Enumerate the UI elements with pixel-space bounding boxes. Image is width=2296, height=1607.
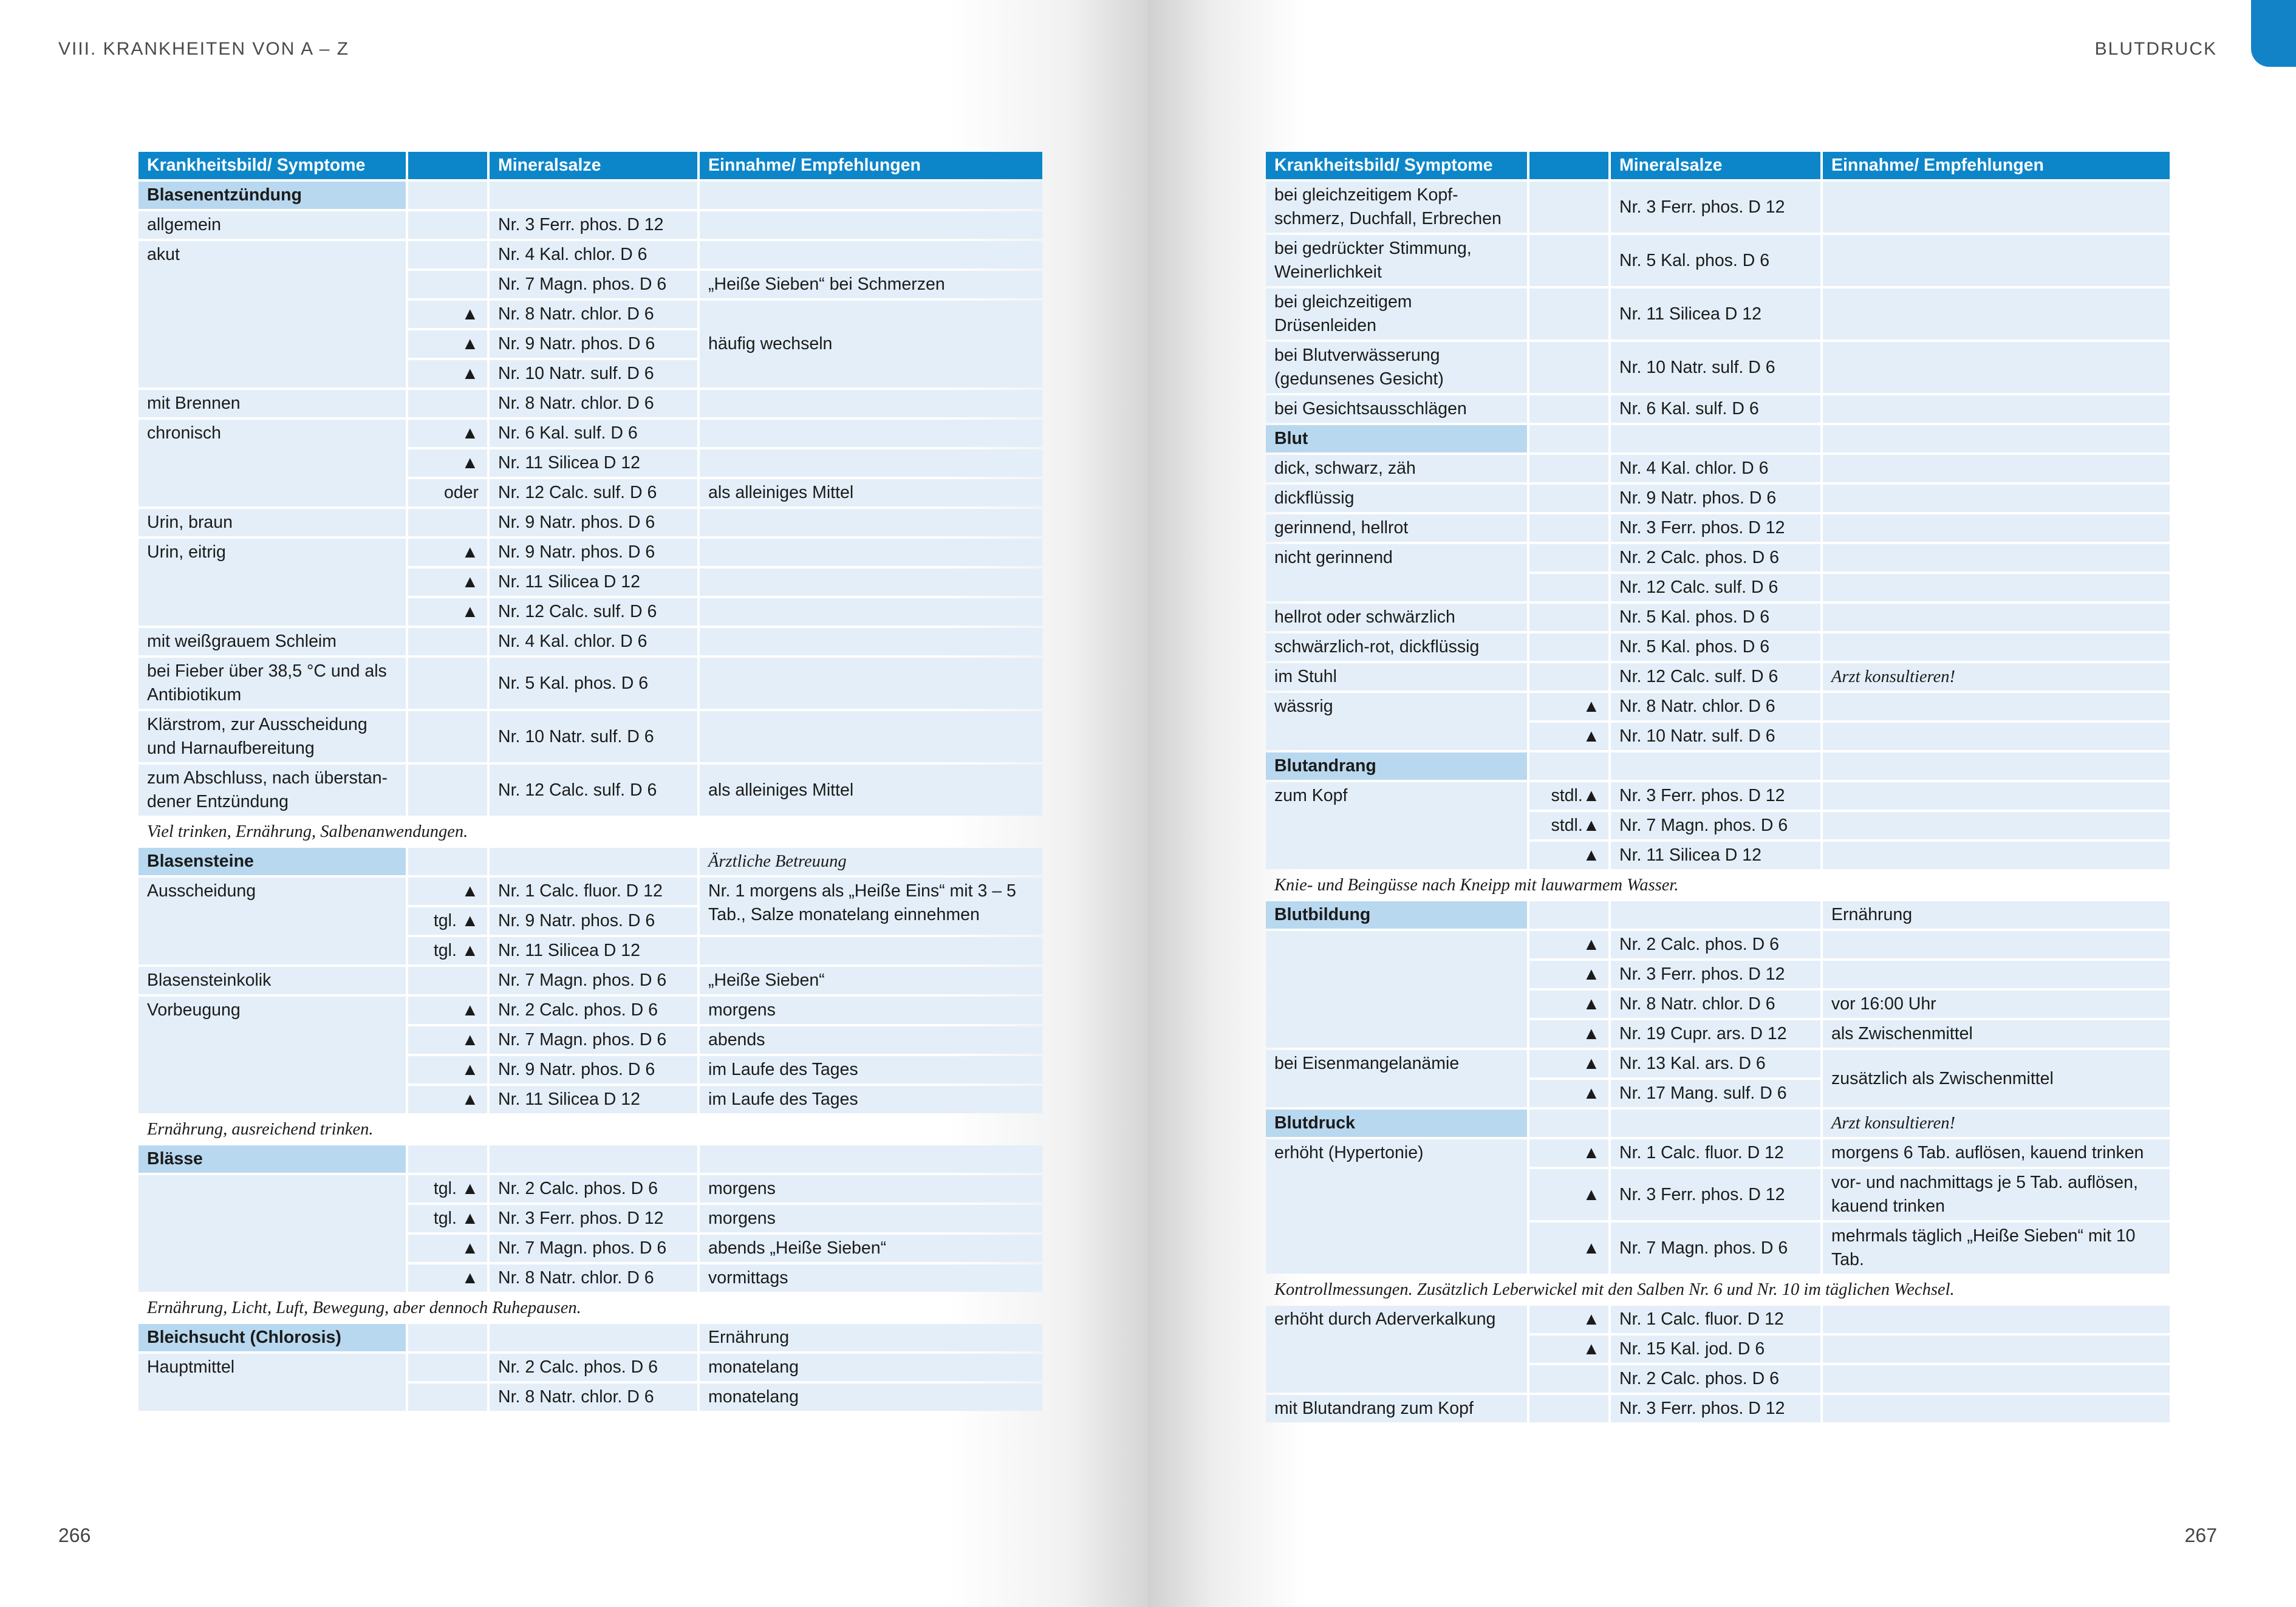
symptom-cell: Urin, eitrig xyxy=(138,539,406,626)
triangle-marker: ▲ xyxy=(408,568,487,596)
salt-cell: Nr. 3 Ferr. phos. D 12 xyxy=(1611,782,1820,810)
section-note: Viel trinken, Ernährung, Salbenanwendungen. xyxy=(147,822,468,841)
remedy-table xyxy=(136,149,1045,1413)
recommendation-cell: morgens xyxy=(700,1175,1042,1203)
remedy-table xyxy=(1263,149,2172,1425)
symptom-cell: Klärstrom, zur Ausscheidung und Harnaufbereitung xyxy=(138,711,406,762)
triangle-marker: ▲ xyxy=(408,449,487,477)
recommendation-cell: Arzt konsultieren! xyxy=(1823,1110,2170,1137)
triangle-marker: ▲ xyxy=(408,360,487,387)
salt-cell: Nr. 5 Kal. phos. D 6 xyxy=(1611,604,1820,631)
salt-cell: Nr. 2 Calc. phos. D 6 xyxy=(1611,544,1820,571)
salt-cell: Nr. 4 Kal. chlor. D 6 xyxy=(490,628,697,655)
table-row xyxy=(1266,604,2170,631)
header-minerals: Mineralsalze xyxy=(1611,152,1820,179)
salt-cell: Nr. 9 Natr. phos. D 6 xyxy=(1611,485,1820,512)
section-note: Kontrollmessungen. Zusätzlich Leberwickel mit den Salben Nr. 6 und Nr. 10 im täglichen Wechsel. xyxy=(1274,1280,1955,1299)
table-row xyxy=(1266,182,2170,233)
section-row xyxy=(138,1145,1042,1173)
header-minerals: Mineralsalze xyxy=(490,152,697,179)
recommendation-cell: Ärztliche Betreuung xyxy=(700,848,1042,875)
salt-cell: Nr. 8 Natr. chlor. D 6 xyxy=(490,1264,697,1292)
triangle-marker: ▲ xyxy=(1529,1050,1608,1077)
triangle-marker: ▲ xyxy=(1529,961,1608,988)
triangle-marker: ▲ xyxy=(1529,1306,1608,1333)
salt-cell: Nr. 2 Calc. phos. D 6 xyxy=(490,1175,697,1203)
symptom-cell: nicht gerinnend xyxy=(1266,544,1527,601)
salt-cell: Nr. 10 Natr. sulf. D 6 xyxy=(490,360,697,387)
section-title: Blut xyxy=(1266,425,1527,452)
symptom-cell: zum Kopf xyxy=(1266,782,1527,869)
table-row xyxy=(1266,235,2170,286)
salt-cell: Nr. 10 Natr. sulf. D 6 xyxy=(1611,723,1820,750)
header-marker xyxy=(408,152,487,179)
triangle-marker: ▲ xyxy=(1529,1020,1608,1048)
symptom-cell: akut xyxy=(138,241,406,387)
table-row xyxy=(1266,633,2170,661)
salt-cell: Nr. 1 Calc. fluor. D 12 xyxy=(1611,1306,1820,1333)
table-row xyxy=(138,509,1042,536)
table-row xyxy=(1266,663,2170,691)
triangle-marker: ▲ xyxy=(1529,693,1608,720)
section-row xyxy=(138,182,1042,209)
right-page xyxy=(1148,0,2296,1607)
symptom-cell: bei gleichzeitigem Drüsenleiden xyxy=(1266,288,1527,339)
salt-cell: Nr. 11 Silicea D 12 xyxy=(490,1086,697,1113)
running-head: BLUTDRUCK xyxy=(2094,39,2217,59)
triangle-marker: ▲ xyxy=(1529,1223,1608,1274)
salt-cell: Nr. 6 Kal. sulf. D 6 xyxy=(490,420,697,447)
triangle-marker: ▲ xyxy=(408,420,487,447)
triangle-marker: ▲ xyxy=(408,598,487,626)
recommendation-cell: im Laufe des Tages xyxy=(700,1056,1042,1083)
salt-cell: Nr. 12 Calc. sulf. D 6 xyxy=(490,765,697,816)
salt-cell: Nr. 2 Calc. phos. D 6 xyxy=(490,997,697,1024)
salt-cell: Nr. 7 Magn. phos. D 6 xyxy=(490,1026,697,1054)
table-row xyxy=(1266,514,2170,542)
section-note: Ernährung, ausreichend trinken. xyxy=(147,1120,374,1139)
symptom-cell: dick, schwarz, zäh xyxy=(1266,455,1527,482)
triangle-marker: ▲ xyxy=(1529,1169,1608,1220)
salt-cell: Nr. 12 Calc. sulf. D 6 xyxy=(1611,663,1820,691)
salt-cell: Nr. 1 Calc. fluor. D 12 xyxy=(1611,1139,1820,1167)
salt-cell: Nr. 7 Magn. phos. D 6 xyxy=(1611,812,1820,839)
salt-cell: Nr. 9 Natr. phos. D 6 xyxy=(490,509,697,536)
symptom-cell: Urin, braun xyxy=(138,509,406,536)
symptom-cell: gerinnend, hellrot xyxy=(1266,514,1527,542)
salt-cell: Nr. 9 Natr. phos. D 6 xyxy=(490,539,697,566)
table-row xyxy=(138,1175,1042,1203)
triangle-marker: ▲ xyxy=(1529,991,1608,1018)
section-note: Knie- und Beingüsse nach Kneipp mit lauwarmem Wasser. xyxy=(1274,876,1679,895)
recommendation-cell: morgens 6 Tab. auflösen, kauend trinken xyxy=(1823,1139,2170,1167)
tgl-marker: tgl. ▲ xyxy=(408,1205,487,1232)
recommendation-cell: abends xyxy=(700,1026,1042,1054)
table-row xyxy=(138,390,1042,417)
recommendation-cell: im Laufe des Tages xyxy=(700,1086,1042,1113)
salt-cell: Nr. 9 Natr. phos. D 6 xyxy=(490,330,697,358)
table-row xyxy=(1266,931,2170,958)
salt-cell: Nr. 3 Ferr. phos. D 12 xyxy=(1611,1395,1820,1422)
table-row xyxy=(1266,288,2170,339)
salt-cell: Nr. 7 Magn. phos. D 6 xyxy=(490,967,697,994)
salt-cell: Nr. 6 Kal. sulf. D 6 xyxy=(1611,395,1820,423)
recommendation-cell: morgens xyxy=(700,997,1042,1024)
salt-cell: Nr. 1 Calc. fluor. D 12 xyxy=(490,878,697,905)
note-row xyxy=(1266,872,2170,899)
table-row xyxy=(1266,342,2170,393)
recommendation-cell: vor- und nachmittags je 5 Tab. auflösen, kauend trinken xyxy=(1823,1169,2170,1220)
salt-cell: Nr. 3 Ferr. phos. D 12 xyxy=(490,1205,697,1232)
chapter-tab-marker xyxy=(2251,0,2296,67)
symptom-cell: bei Blutverwässerung (gedunsenes Gesicht) xyxy=(1266,342,1527,393)
table-row xyxy=(138,765,1042,816)
section-title: Blutdruck xyxy=(1266,1110,1527,1137)
symptom-cell: mit Brennen xyxy=(138,390,406,417)
symptom-cell: Vorbeugung xyxy=(138,997,406,1113)
salt-cell: Nr. 8 Natr. chlor. D 6 xyxy=(1611,991,1820,1018)
table-row xyxy=(138,1354,1042,1381)
table-row xyxy=(138,211,1042,239)
note-row xyxy=(1266,1276,2170,1303)
symptom-cell: bei gleichzeitigem Kopf-schmerz, Duchfall, Erbrechen xyxy=(1266,182,1527,233)
triangle-marker: ▲ xyxy=(408,878,487,905)
salt-cell: Nr. 12 Calc. sulf. D 6 xyxy=(490,598,697,626)
salt-cell: Nr. 19 Cupr. ars. D 12 xyxy=(1611,1020,1820,1048)
salt-cell: Nr. 2 Calc. phos. D 6 xyxy=(1611,931,1820,958)
tgl-marker: tgl. ▲ xyxy=(408,937,487,964)
recommendation-cell: vormittags xyxy=(700,1264,1042,1292)
salt-cell: Nr. 7 Magn. phos. D 6 xyxy=(1611,1223,1820,1274)
salt-cell: Nr. 9 Natr. phos. D 6 xyxy=(490,907,697,935)
symptom-cell: erhöht (Hypertonie) xyxy=(1266,1139,1527,1274)
section-title: Bleichsucht (Chlorosis) xyxy=(138,1324,406,1351)
table-row xyxy=(138,997,1042,1024)
symptom-cell: bei Gesichtsausschlägen xyxy=(1266,395,1527,423)
table-row xyxy=(1266,1139,2170,1167)
section-row xyxy=(1266,901,2170,929)
symptom-cell: bei gedrückter Stimmung, Weinerlichkeit xyxy=(1266,235,1527,286)
symptom-cell: Blasensteinkolik xyxy=(138,967,406,994)
section-row xyxy=(1266,752,2170,780)
symptom-cell: bei Eisenmangelanämie xyxy=(1266,1050,1527,1107)
recommendation-cell: als alleiniges Mittel xyxy=(700,479,1042,507)
header-symptoms: Krankheitsbild/ Symptome xyxy=(138,152,406,179)
table-row xyxy=(1266,1306,2170,1333)
triangle-marker: ▲ xyxy=(1529,1336,1608,1363)
salt-cell: Nr. 9 Natr. phos. D 6 xyxy=(490,1056,697,1083)
section-row xyxy=(138,848,1042,875)
salt-cell: Nr. 12 Calc. sulf. D 6 xyxy=(1611,574,1820,601)
running-head: VIII. KRANKHEITEN VON A – Z xyxy=(58,39,350,59)
salt-cell: Nr. 3 Ferr. phos. D 12 xyxy=(1611,961,1820,988)
header-marker xyxy=(1529,152,1608,179)
salt-cell: Nr. 5 Kal. phos. D 6 xyxy=(490,658,697,709)
table-row xyxy=(138,658,1042,709)
salt-cell: Nr. 8 Natr. chlor. D 6 xyxy=(490,301,697,328)
table-row xyxy=(1266,782,2170,810)
triangle-marker: ▲ xyxy=(408,1026,487,1054)
salt-cell: Nr. 4 Kal. chlor. D 6 xyxy=(1611,455,1820,482)
recommendation-cell: mehrmals täglich „Heiße Sieben“ mit 10 Tab. xyxy=(1823,1223,2170,1274)
table-header-row xyxy=(1266,152,2170,179)
salt-cell: Nr. 11 Silicea D 12 xyxy=(1611,842,1820,869)
salt-cell: Nr. 11 Silicea D 12 xyxy=(490,449,697,477)
symptom-cell: mit weißgrauem Schleim xyxy=(138,628,406,655)
triangle-marker: ▲ xyxy=(1529,1080,1608,1107)
note-row xyxy=(138,1294,1042,1322)
salt-cell: Nr. 8 Natr. chlor. D 6 xyxy=(490,390,697,417)
symptom-cell: mit Blutandrang zum Kopf xyxy=(1266,1395,1527,1422)
header-symptoms: Krankheitsbild/ Symptome xyxy=(1266,152,1527,179)
recommendation-cell: Ernährung xyxy=(700,1324,1042,1351)
salt-cell: Nr. 8 Natr. chlor. D 6 xyxy=(490,1384,697,1411)
triangle-marker: ▲ xyxy=(1529,931,1608,958)
table-row xyxy=(1266,544,2170,571)
triangle-marker: ▲ xyxy=(1529,723,1608,750)
salt-cell: Nr. 3 Ferr. phos. D 12 xyxy=(1611,182,1820,233)
salt-cell: Nr. 15 Kal. jod. D 6 xyxy=(1611,1336,1820,1363)
salt-cell: Nr. 5 Kal. phos. D 6 xyxy=(1611,235,1820,286)
triangle-marker: ▲ xyxy=(408,301,487,328)
section-row xyxy=(138,1324,1042,1351)
salt-cell: Nr. 17 Mang. sulf. D 6 xyxy=(1611,1080,1820,1107)
symptom-cell: allgemein xyxy=(138,211,406,239)
triangle-marker: ▲ xyxy=(408,539,487,566)
symptom-cell: im Stuhl xyxy=(1266,663,1527,691)
symptom-cell: wässrig xyxy=(1266,693,1527,750)
salt-cell: Nr. 11 Silicea D 12 xyxy=(1611,288,1820,339)
recommendation-cell: Ernährung xyxy=(1823,901,2170,929)
recommendation-cell: „Heiße Sieben“ xyxy=(700,967,1042,994)
section-title: Blasenentzündung xyxy=(138,182,406,209)
salt-cell: Nr. 3 Ferr. phos. D 12 xyxy=(1611,514,1820,542)
symptom-cell: schwärzlich-rot, dickflüssig xyxy=(1266,633,1527,661)
tgl-marker: tgl. ▲ xyxy=(408,907,487,935)
triangle-marker: ▲ xyxy=(408,997,487,1024)
salt-cell: Nr. 4 Kal. chlor. D 6 xyxy=(490,241,697,268)
table-row xyxy=(1266,395,2170,423)
salt-cell: Nr. 11 Silicea D 12 xyxy=(490,937,697,964)
salt-cell: Nr. 7 Magn. phos. D 6 xyxy=(490,1235,697,1262)
symptom-cell: chronisch xyxy=(138,420,406,507)
symptom-cell: zum Abschluss, nach überstan-dener Entzündung xyxy=(138,765,406,816)
triangle-marker: ▲ xyxy=(1529,842,1608,869)
section-note: Ernährung, Licht, Luft, Bewegung, aber dennoch Ruhepausen. xyxy=(147,1298,581,1317)
salt-cell: Nr. 8 Natr. chlor. D 6 xyxy=(1611,693,1820,720)
page-number: 267 xyxy=(2184,1524,2217,1546)
triangle-marker: ▲ xyxy=(1529,1139,1608,1167)
table-row xyxy=(1266,693,2170,720)
salt-cell: Nr. 7 Magn. phos. D 6 xyxy=(490,271,697,298)
symptom-cell: erhöht durch Aderverkalkung xyxy=(1266,1306,1527,1393)
stdl-marker: stdl.▲ xyxy=(1529,782,1608,810)
tgl-marker: tgl. ▲ xyxy=(408,1175,487,1203)
symptom-cell: bei Fieber über 38,5 °C und als Antibiotikum xyxy=(138,658,406,709)
table-row xyxy=(1266,1395,2170,1422)
page-number: 266 xyxy=(58,1524,91,1546)
table-row xyxy=(1266,485,2170,512)
triangle-marker: ▲ xyxy=(408,1235,487,1262)
section-title: Blutbildung xyxy=(1266,901,1527,929)
table-row xyxy=(1266,455,2170,482)
triangle-marker: ▲ xyxy=(408,1086,487,1113)
table-row xyxy=(138,711,1042,762)
table-row xyxy=(138,241,1042,268)
header-recommendations: Einnahme/ Empfehlungen xyxy=(700,152,1042,179)
recommendation-cell: vor 16:00 Uhr xyxy=(1823,991,2170,1018)
salt-cell: Nr. 10 Natr. sulf. D 6 xyxy=(490,711,697,762)
recommendation-cell: Nr. 1 morgens als „Heiße Eins“ mit 3 – 5 Tab., Salze monatelang einnehmen xyxy=(700,878,1042,935)
section-title: Blutandrang xyxy=(1266,752,1527,780)
recommendation-cell: häufig wechseln xyxy=(700,301,1042,387)
note-row xyxy=(138,818,1042,845)
symptom-cell: dickflüssig xyxy=(1266,485,1527,512)
recommendation-cell: abends „Heiße Sieben“ xyxy=(700,1235,1042,1262)
section-title: Blasensteine xyxy=(138,848,406,875)
note-row xyxy=(138,1116,1042,1143)
salt-cell: Nr. 2 Calc. phos. D 6 xyxy=(490,1354,697,1381)
table-row xyxy=(138,420,1042,447)
table-header-row xyxy=(138,152,1042,179)
recommendation-cell: „Heiße Sieben“ bei Schmerzen xyxy=(700,271,1042,298)
header-recommendations: Einnahme/ Empfehlungen xyxy=(1823,152,2170,179)
stdl-marker: stdl.▲ xyxy=(1529,812,1608,839)
symptom-cell: hellrot oder schwärzlich xyxy=(1266,604,1527,631)
section-row xyxy=(1266,425,2170,452)
recommendation-cell: morgens xyxy=(700,1205,1042,1232)
table-row xyxy=(1266,1050,2170,1077)
table-row xyxy=(138,878,1042,905)
salt-cell: Nr. 10 Natr. sulf. D 6 xyxy=(1611,342,1820,393)
salt-cell: Nr. 3 Ferr. phos. D 12 xyxy=(1611,1169,1820,1220)
salt-cell: Nr. 2 Calc. phos. D 6 xyxy=(1611,1365,1820,1393)
recommendation-cell: monatelang xyxy=(700,1354,1042,1381)
table-row xyxy=(138,628,1042,655)
salt-cell: Nr. 12 Calc. sulf. D 6 xyxy=(490,479,697,507)
salt-cell: Nr. 3 Ferr. phos. D 12 xyxy=(490,211,697,239)
table-row xyxy=(138,539,1042,566)
salt-cell: Nr. 13 Kal. ars. D 6 xyxy=(1611,1050,1820,1077)
section-title: Blässe xyxy=(138,1145,406,1173)
triangle-marker: ▲ xyxy=(408,1264,487,1292)
oder-marker: oder xyxy=(408,479,487,507)
recommendation-cell: als Zwischenmittel xyxy=(1823,1020,2170,1048)
recommendation-cell: monatelang xyxy=(700,1384,1042,1411)
salt-cell: Nr. 5 Kal. phos. D 6 xyxy=(1611,633,1820,661)
recommendation-cell: als alleiniges Mittel xyxy=(700,765,1042,816)
table-row xyxy=(138,967,1042,994)
salt-cell: Nr. 11 Silicea D 12 xyxy=(490,568,697,596)
triangle-marker: ▲ xyxy=(408,1056,487,1083)
recommendation-cell: zusätzlich als Zwischenmittel xyxy=(1823,1050,2170,1107)
triangle-marker: ▲ xyxy=(408,330,487,358)
section-row xyxy=(1266,1110,2170,1137)
symptom-cell: Hauptmittel xyxy=(138,1354,406,1411)
recommendation-cell: Arzt konsultieren! xyxy=(1823,663,2170,691)
symptom-cell: Ausscheidung xyxy=(138,878,406,964)
